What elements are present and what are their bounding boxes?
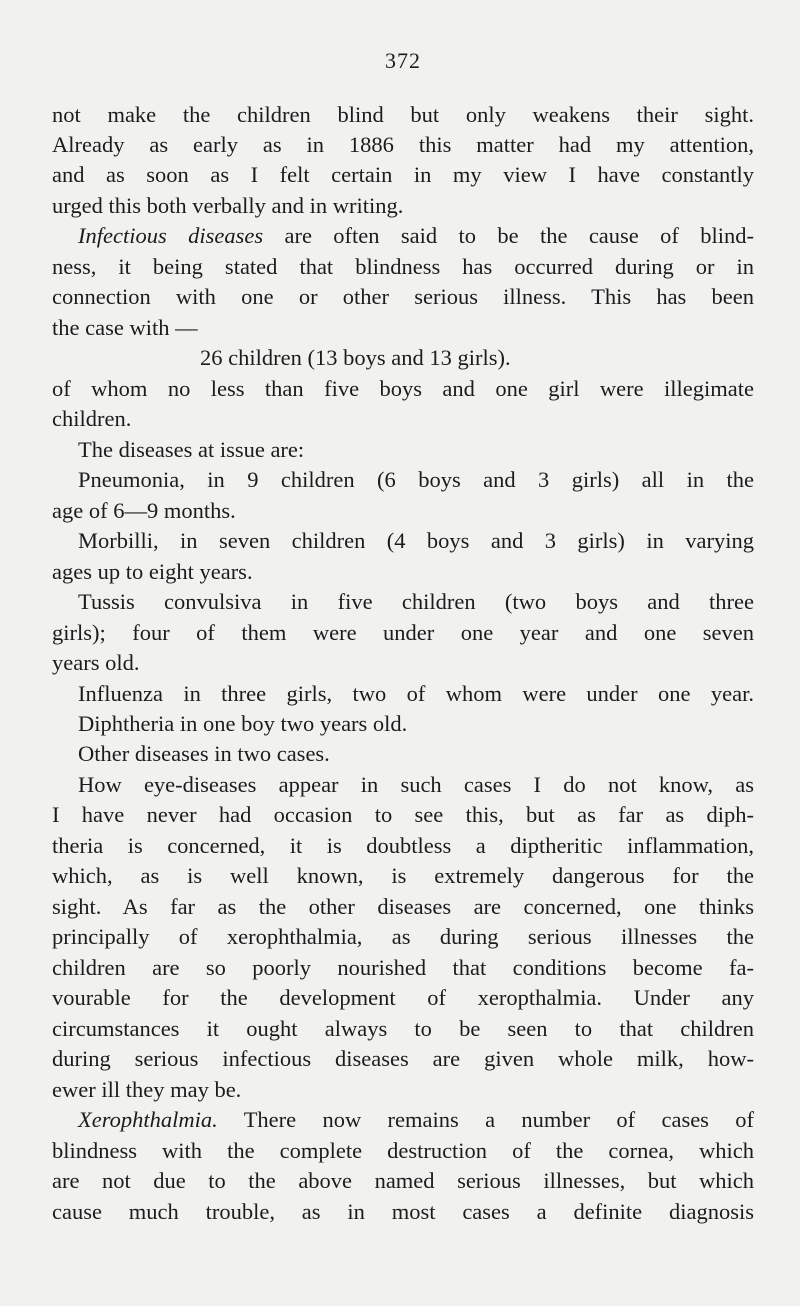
text-line: blindness with the complete destruction of the cornea, which — [52, 1138, 754, 1163]
text-line: circumstances it ought always to be seen to that children — [52, 1016, 754, 1041]
italic-term: Infectious diseases — [78, 223, 264, 248]
text-line: children. — [52, 406, 132, 431]
text-line: How eye-diseases appear in such cases I do not know, as — [78, 772, 754, 797]
text-line: The diseases at issue are: — [78, 437, 305, 462]
text-line: which, as is well known, is extremely dangerous for the — [52, 863, 754, 888]
text-line: not make the children blind but only weakens their sight. — [52, 102, 754, 127]
text-line: Morbilli, in seven children (4 boys and 3 girls) in varying — [78, 528, 754, 553]
text-line: sight. As far as the other diseases are concerned, one thinks — [52, 894, 754, 919]
text-line: children are so poorly nourished that conditions become fa- — [52, 955, 754, 980]
italic-term: Xerophthalmia. — [78, 1107, 218, 1132]
text-line: cause much trouble, as in most cases a definite diagnosis — [52, 1199, 754, 1224]
text-line: ewer ill they may be. — [52, 1077, 242, 1102]
text-line: I have never had occasion to see this, but as far as diph- — [52, 802, 754, 827]
text-line: girls); four of them were under one year and one seven — [52, 620, 754, 645]
line-text: There now remains a number of cases of — [217, 1107, 754, 1132]
text-line: urged this both verbally and in writing. — [52, 193, 404, 218]
text-line: Pneumonia, in 9 children (6 boys and 3 girls) all in the — [78, 467, 754, 492]
text-line: age of 6—9 months. — [52, 498, 236, 523]
text-line: Tussis convulsiva in five children (two boys and three — [78, 589, 754, 614]
text-line: ages up to eight years. — [52, 559, 253, 584]
text-line: and as soon as I felt certain in my view I have constantly — [52, 162, 754, 187]
text-line: principally of xerophthalmia, as during serious illnesses the — [52, 924, 754, 949]
line-text: are often said to be the cause of blind- — [263, 223, 755, 248]
text-line: vourable for the development of xeropthalmia. Under any — [52, 985, 754, 1010]
text-line: years old. — [52, 650, 140, 675]
text-line: connection with one or other serious illness. This has been — [52, 284, 754, 309]
text-line — [78, 1104, 754, 1135]
page-number: 372 — [385, 48, 421, 73]
text-line: Diphtheria in one boy two years old. — [78, 711, 408, 736]
text-line: 26 children (13 boys and 13 girls). — [200, 345, 511, 370]
text-line: are not due to the above named serious illnesses, but which — [52, 1168, 754, 1193]
text-line: during serious infectious diseases are given whole milk, how- — [52, 1046, 754, 1071]
text-line: ness, it being stated that blindness has occurred during or in — [52, 254, 754, 279]
text-line: Already as early as in 1886 this matter had my attention, — [52, 132, 754, 157]
text-line: theria is concerned, it is doubtless a diptheritic inflammation, — [52, 833, 754, 858]
text-line: of whom no less than five boys and one girl were illegimate — [52, 376, 754, 401]
text-line: the case with — — [52, 315, 198, 340]
document-page — [52, 0, 754, 1306]
text-line — [78, 220, 754, 251]
text-line: Other diseases in two cases. — [78, 741, 330, 766]
text-line: Influenza in three girls, two of whom were under one year. — [78, 681, 754, 706]
